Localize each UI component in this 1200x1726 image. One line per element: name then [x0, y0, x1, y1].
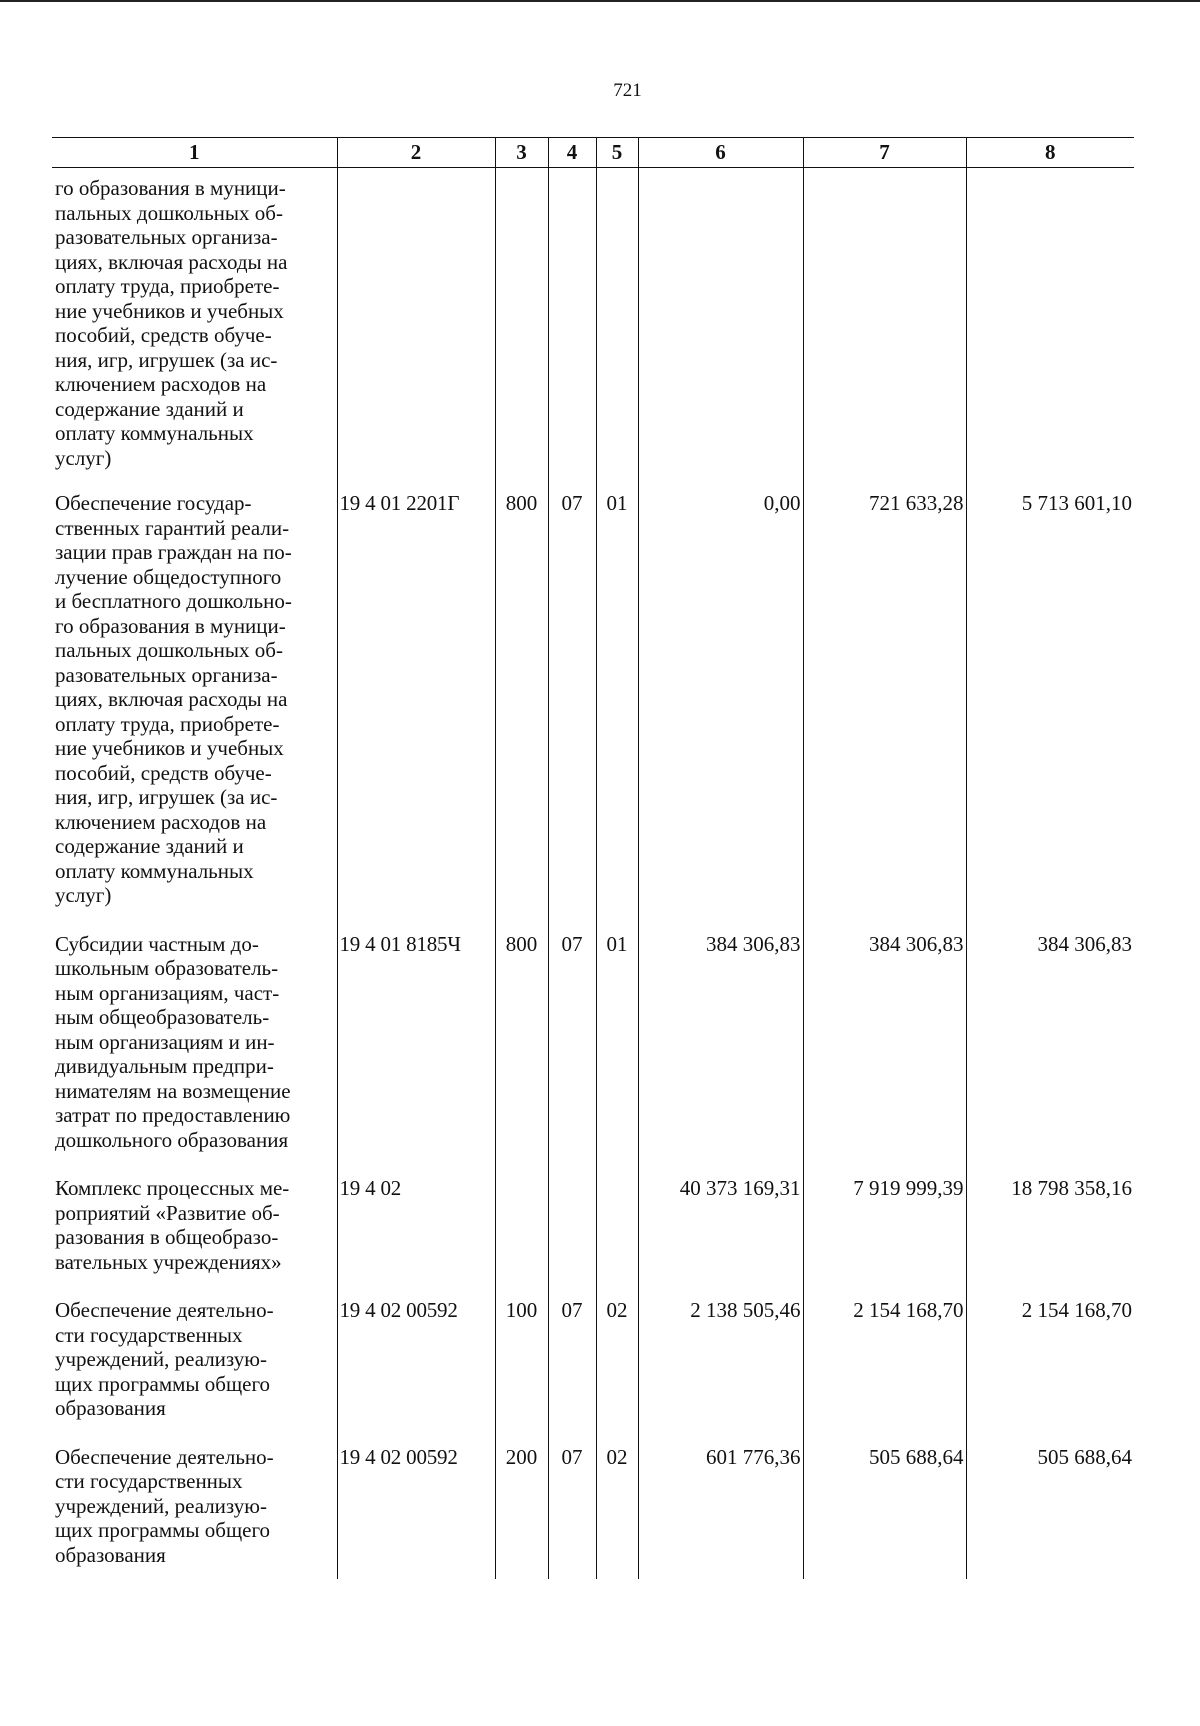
row-amount-col8: 384 306,83 — [966, 927, 1134, 1172]
row-amount-col6: 2 138 505,46 — [638, 1293, 803, 1440]
row-target-code: 19 4 02 00592 — [337, 1293, 495, 1440]
row-amount-col6: 384 306,83 — [638, 927, 803, 1172]
row-section — [548, 1171, 596, 1293]
row-amount-col6: 0,00 — [638, 486, 803, 927]
row-expense-type: 200 — [495, 1440, 548, 1580]
scan-top-edge — [0, 0, 1200, 2]
row-section: 07 — [548, 1440, 596, 1580]
row-amount-col8: 505 688,64 — [966, 1440, 1134, 1580]
table-row — [52, 168, 1134, 487]
row-subsection: 02 — [596, 1440, 638, 1580]
table-row — [52, 1171, 1134, 1293]
row-amount-col7: 721 633,28 — [803, 486, 966, 927]
page-number: 721 — [613, 80, 642, 101]
row-amount-col6: 601 776,36 — [638, 1440, 803, 1580]
row-description: Субсидии частным до- школьным образователь- ным организациям, част- ным общеобразователь- ным организациям и ин- дивидуальным предпри- нимателям на возмещение затрат по предоставлению дошкольного образования — [55, 931, 291, 1152]
row-description: Комплекс процессных ме- роприятий «Развитие об- разования в общеобразо- вательных учреждениях» — [55, 1176, 290, 1274]
row-description: Обеспечение деятельно- сти государственных учреждений, реализую- щих программы общего образования — [55, 1298, 274, 1420]
row-expense-type: 100 — [495, 1293, 548, 1440]
row-expense-type: 800 — [495, 486, 548, 927]
row-amount-col7: 505 688,64 — [803, 1440, 966, 1580]
row-amount-col7 — [803, 168, 966, 487]
row-description: Обеспечение деятельно- сти государственных учреждений, реализую- щих программы общего образования — [55, 1444, 274, 1567]
row-amount-col8 — [966, 168, 1134, 487]
column-header-7: 7 — [803, 138, 966, 168]
row-expense-type — [495, 1171, 548, 1293]
row-amount-col8: 18 798 358,16 — [966, 1171, 1134, 1293]
row-amount-col6 — [638, 168, 803, 487]
row-amount-col8: 5 713 601,10 — [966, 486, 1134, 927]
row-expense-type: 800 — [495, 927, 548, 1172]
row-section: 07 — [548, 1293, 596, 1440]
row-amount-col7: 2 154 168,70 — [803, 1293, 966, 1440]
column-header-8: 8 — [966, 138, 1134, 168]
row-subsection: 01 — [596, 927, 638, 1172]
column-header-3: 3 — [495, 138, 548, 168]
row-amount-col6: 40 373 169,31 — [638, 1171, 803, 1293]
row-description: Обеспечение государ- ственных гарантий реали- зации прав граждан на по- лучение общедоступного и бесплатного дошкольно- го образования в муници- пальных дошкольных об- разовательных организа- циях, включая расходы на оплату труда, приобрете- ние учебников и учебных пособий, средств обуче- ния, игр, игрушек (за ис- ключением расходов на содержание зданий и оплату коммунальных услуг) — [55, 491, 292, 907]
table-header-row — [52, 138, 1134, 168]
row-target-code: 19 4 02 00592 — [337, 1440, 495, 1580]
table-row — [52, 927, 1134, 1172]
table-row — [52, 1293, 1134, 1440]
row-subsection — [596, 1171, 638, 1293]
budget-table — [52, 137, 1134, 1579]
row-subsection — [596, 168, 638, 487]
table-row — [52, 486, 1134, 927]
row-subsection: 01 — [596, 486, 638, 927]
row-subsection: 02 — [596, 1293, 638, 1440]
row-section: 07 — [548, 486, 596, 927]
column-header-1: 1 — [52, 138, 337, 168]
column-header-5: 5 — [596, 138, 638, 168]
column-header-4: 4 — [548, 138, 596, 168]
row-expense-type — [495, 168, 548, 487]
row-section — [548, 168, 596, 487]
row-target-code: 19 4 02 — [337, 1171, 495, 1293]
row-target-code: 19 4 01 2201Г — [337, 486, 495, 927]
row-amount-col8: 2 154 168,70 — [966, 1293, 1134, 1440]
row-target-code: 19 4 01 8185Ч — [337, 927, 495, 1172]
row-amount-col7: 384 306,83 — [803, 927, 966, 1172]
column-header-6: 6 — [638, 138, 803, 168]
table-row — [52, 1440, 1134, 1580]
column-header-2: 2 — [337, 138, 495, 168]
row-description: го образования в муници- пальных дошкольных об- разовательных организа- циях, включая расходы на оплату труда, приобрете- ние учебников и учебных пособий, средств обуче- ния, игр, игрушек (за ис- ключением расходов на содержание зданий и оплату коммунальных услуг) — [55, 176, 288, 470]
row-section: 07 — [548, 927, 596, 1172]
row-target-code — [337, 168, 495, 487]
row-amount-col7: 7 919 999,39 — [803, 1171, 966, 1293]
